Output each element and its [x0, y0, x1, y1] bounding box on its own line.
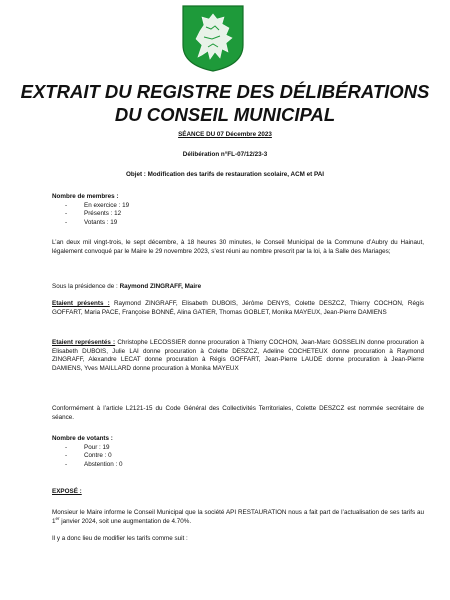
deliberation-number: Délibération n°FL-07/12/23-3: [182, 151, 268, 158]
votes-section: [52, 435, 424, 470]
represented-text: Christophe LECOSSIER donne procuration à Thierry COCHON, Jean-Marc GOSSELIN donne procuration à Elisabeth DUBOIS, Julie LAI donne procuration à Colette DESZCZ, Adeline COCHETEUX donne procuration à Raymond ZINGRAFF, Alexandre LECAT donne procuration à Régis GOFFART, Jean-Pierre LAUDE donne procuration à Jean-Pierre DAMIENS, Yves MAILLARD donne procuration à Monika MAYEUX: [52, 339, 424, 373]
presidence-prefix: Sous la présidence de :: [52, 283, 120, 290]
represented-label: Etaient représentés :: [52, 339, 116, 346]
deliberation-objet: Objet : Modification des tarifs de restauration scolaire, ACM et PAI: [125, 171, 325, 178]
votes-list: [52, 444, 424, 470]
members-heading: Nombre de membres :: [52, 193, 119, 200]
presidence-line: [52, 283, 424, 292]
list-item: - Abstention : 0: [65, 461, 424, 470]
presents-label: Etaient présents :: [52, 300, 110, 307]
intro-paragraph: L’an deux mil vingt-trois, le sept décembre, à 18 heures 30 minutes, le Conseil Municipal de la Commune d’Aubry du Hainaut, légalement convoqué par le Maire le 29 novembre 2023, s’est réuni au nombre prescrit par la loi, à la Salle des Mariages;: [52, 239, 424, 255]
list-item: - Présents : 12: [65, 210, 424, 219]
expose-text-start: Monsieur le Maire informe le Conseil Municipal que la société API RESTAURATION nous a fait part de l’actualisation de ses tarifs au 1: [52, 509, 424, 525]
list-item: - En exercice : 19: [65, 202, 424, 211]
members-section: [52, 193, 424, 228]
seance-date: SÉANCE DU 07 Décembre 2023: [178, 131, 272, 138]
secretary-paragraph: Conformément à l’article L2121-15 du Code Général des Collectivités Territoriales, Colette DESZCZ est nommée secrétaire de séance.: [52, 405, 424, 421]
expose-paragraph: [52, 509, 424, 526]
list-item: - Votants : 19: [65, 219, 424, 228]
members-list: [52, 202, 424, 228]
document-title-line2: DU CONSEIL MUNICIPAL: [114, 104, 336, 125]
presents-paragraph: [52, 300, 424, 317]
shield-lion-icon: [182, 5, 244, 72]
votes-heading: Nombre de votants :: [52, 435, 113, 442]
list-item: - Contre : 0: [65, 452, 424, 461]
tariffs-intro: Il y a donc lieu de modifier les tarifs comme suit :: [52, 535, 188, 542]
represented-paragraph: [52, 339, 424, 374]
expose-heading: EXPOSÉ :: [52, 488, 82, 495]
presidence-name: Raymond ZINGRAFF, Maire: [119, 283, 202, 290]
list-item: - Pour : 19: [65, 444, 424, 453]
expose-superscript: er: [55, 515, 60, 521]
expose-text-end: janvier 2024, soit une augmentation de 4.70%.: [59, 517, 192, 525]
document-title-line1: EXTRAIT DU REGISTRE DES DÉLIBÉRATIONS: [20, 81, 430, 102]
presents-text: Raymond ZINGRAFF, Elisabeth DUBOIS, Jérôme DENYS, Colette DESZCZ, Thierry COCHON, Régis GOFFART, Maria PACE, Françoise BONNÉ, Alina GATIER, Thomas GOBLET, Monika MAYEUX, Jean-Pierre DAMIENS: [52, 300, 424, 316]
